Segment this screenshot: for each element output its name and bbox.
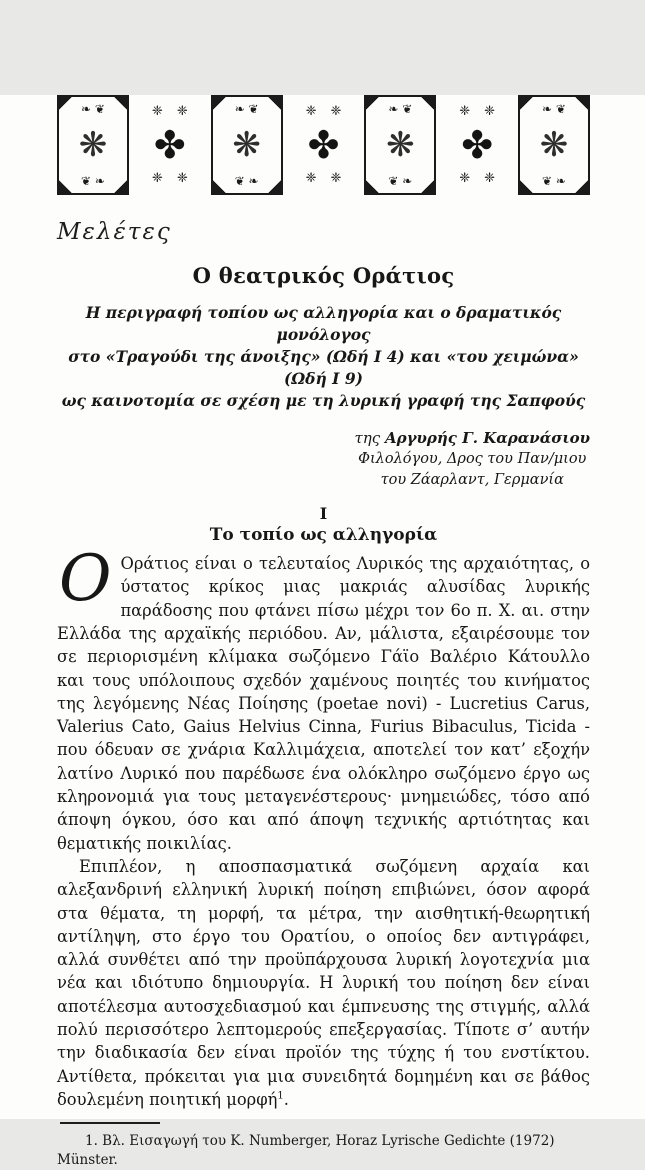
author-affiliation-line: του Ζάαρλαντ, Γερμανία bbox=[380, 472, 564, 489]
body-paragraph bbox=[57, 542, 590, 855]
series-rubric: Μελέτες bbox=[57, 219, 172, 245]
snowflake-ornament-icon: ❧ ❦ ❋ bbox=[539, 125, 569, 165]
paragraph-text: Οράτιος είναι ο τελευταίος Λυρικός της αρχαιότητας, ο ύστατος κρίκος μιας μακριάς αλυσίδας λυρικής παράδοσης που φτάνει πίσω μέχρι τον 6ο π. Χ. αι. στην Ελλάδα της αρχαϊκής περιόδου. Αν, μάλιστα, εξαιρέσουμε τον σε περιορισμένη κλίμακα σωζόμενο Γάϊο Βαλέριο Κάτουλλο και τους υπόλοιπους σχεδόν χαμένους ποιητές του κινήματος της λεγόμενης Νέας Ποίησης (poetae novi) - Lucretius Carus, Valerius Cato, Gaius Helvius Cinna, Furius Bibaculus, Ticida - που όδευαν σε χνάρια Καλλιμάχεια, αποτελεί τον κατ’ εξοχήν λατίνο Λυρικό που παρέδωσε ένα ολόκληρο σωζόμενο έργο ως κληρονομιά για τους μεταγενέστερους· μνημειώδες, τόσο από άποψη όγκου, όσο και από άποψη τεχνικής αρτιότητας και θεματικής ποικιλίας. bbox=[57, 554, 590, 853]
floral-ornament-tile-icon bbox=[364, 95, 436, 195]
footnote-text: 1. Βλ. Εισαγωγή του K. Numberger, Horaz Lyrische Gedichte (1972) Münster. bbox=[57, 1133, 555, 1169]
dropcap-letter: Ο bbox=[59, 542, 112, 617]
paragraph-text-end: . bbox=[283, 1089, 289, 1109]
author-attribution bbox=[57, 428, 590, 491]
author-attribution-block bbox=[354, 428, 590, 491]
snowflake-ornament-icon: ❧ ❦ ❋ bbox=[232, 125, 261, 165]
byline-prefix: της bbox=[354, 429, 385, 448]
snowflake-ornament-icon: ❧ ❦ ❋ bbox=[386, 125, 415, 165]
floral-ornament-tile-icon bbox=[57, 95, 129, 195]
floral-ornament-tile-icon bbox=[211, 95, 283, 195]
snowflake-ornament-icon: ❧ ❦ ❋ bbox=[78, 125, 108, 165]
cross-ornament-icon: ❈❈ ✤ bbox=[461, 123, 494, 167]
author-byline bbox=[354, 428, 590, 449]
author-affiliation-line: Φιλολόγου, Δρος του Παν/μιου bbox=[358, 451, 587, 468]
subtitle-line: στο «Τραγούδι της άνοιξης» (Ωδή I 4) και «του χειμώνα» (Ωδή I 9) bbox=[68, 347, 579, 389]
cross-ornament-icon: ❈❈ ✤ bbox=[307, 123, 340, 167]
floral-ornament-tile-icon bbox=[518, 95, 590, 195]
footnote-reference-marker: 1 bbox=[277, 1090, 284, 1102]
floral-ornament-tile-icon bbox=[134, 95, 206, 195]
article-title: Ο θεατρικός Οράτιος bbox=[192, 263, 455, 288]
paragraph-text: Επιπλέον, η αποσπασματικά σωζόμενη αρχαία και αλεξανδρινή ελληνική λυρική ποίηση επιβιώνει, όσον αφορά στα θέματα, τη μορφή, τα μέτρα, την αισθητική-θεωρητική αντίληψη, στο έργο του Ορατίου, ο οποίος δεν αντιγράφει, αλλά συνθέτει από την προϋπάρχουσα λυρική λογοτεχνία μια νέα και ιδιότυπο δημιουργία. Η λυρική του ποίηση δεν είναι αποτέλεσμα αυτοσχεδιασμού και έμπνευσης της στιγμής, αλλά πολύ περισσότερο λεπτομερούς επεξεργασίας. Τίποτε σ’ αυτήν την διαδικασία δεν είναι προϊόν της τύχης ή του ενστίκτου. Αντίθετα, πρόκειται για μια συνειδητά δομημένη και σε βάθος δουλεμένη ποιητική μορφή bbox=[57, 856, 590, 1109]
article-body bbox=[57, 542, 590, 1111]
subtitle-line: ως καινοτομία σε σχέση με τη λυρική γραφή της Σαπφούς bbox=[61, 391, 586, 411]
footnote-divider bbox=[60, 1122, 160, 1124]
floral-ornament-tile-icon bbox=[441, 95, 513, 195]
cross-ornament-icon: ❈❈ ✤ bbox=[153, 123, 186, 167]
document-page bbox=[0, 95, 645, 1169]
section-number: I bbox=[319, 504, 328, 524]
author-name: Αργυρής Γ. Καρανάσιου bbox=[384, 429, 590, 448]
section-heading: Το τοπίο ως αλληγορία bbox=[209, 525, 438, 546]
body-paragraph bbox=[57, 855, 590, 1111]
subtitle-line: Η περιγραφή τοπίου ως αλληγορία και ο δραματικός μονόλογος bbox=[85, 303, 562, 345]
article-subtitle bbox=[57, 302, 590, 412]
ornament-band bbox=[57, 95, 590, 199]
floral-ornament-tile-icon bbox=[287, 95, 359, 195]
